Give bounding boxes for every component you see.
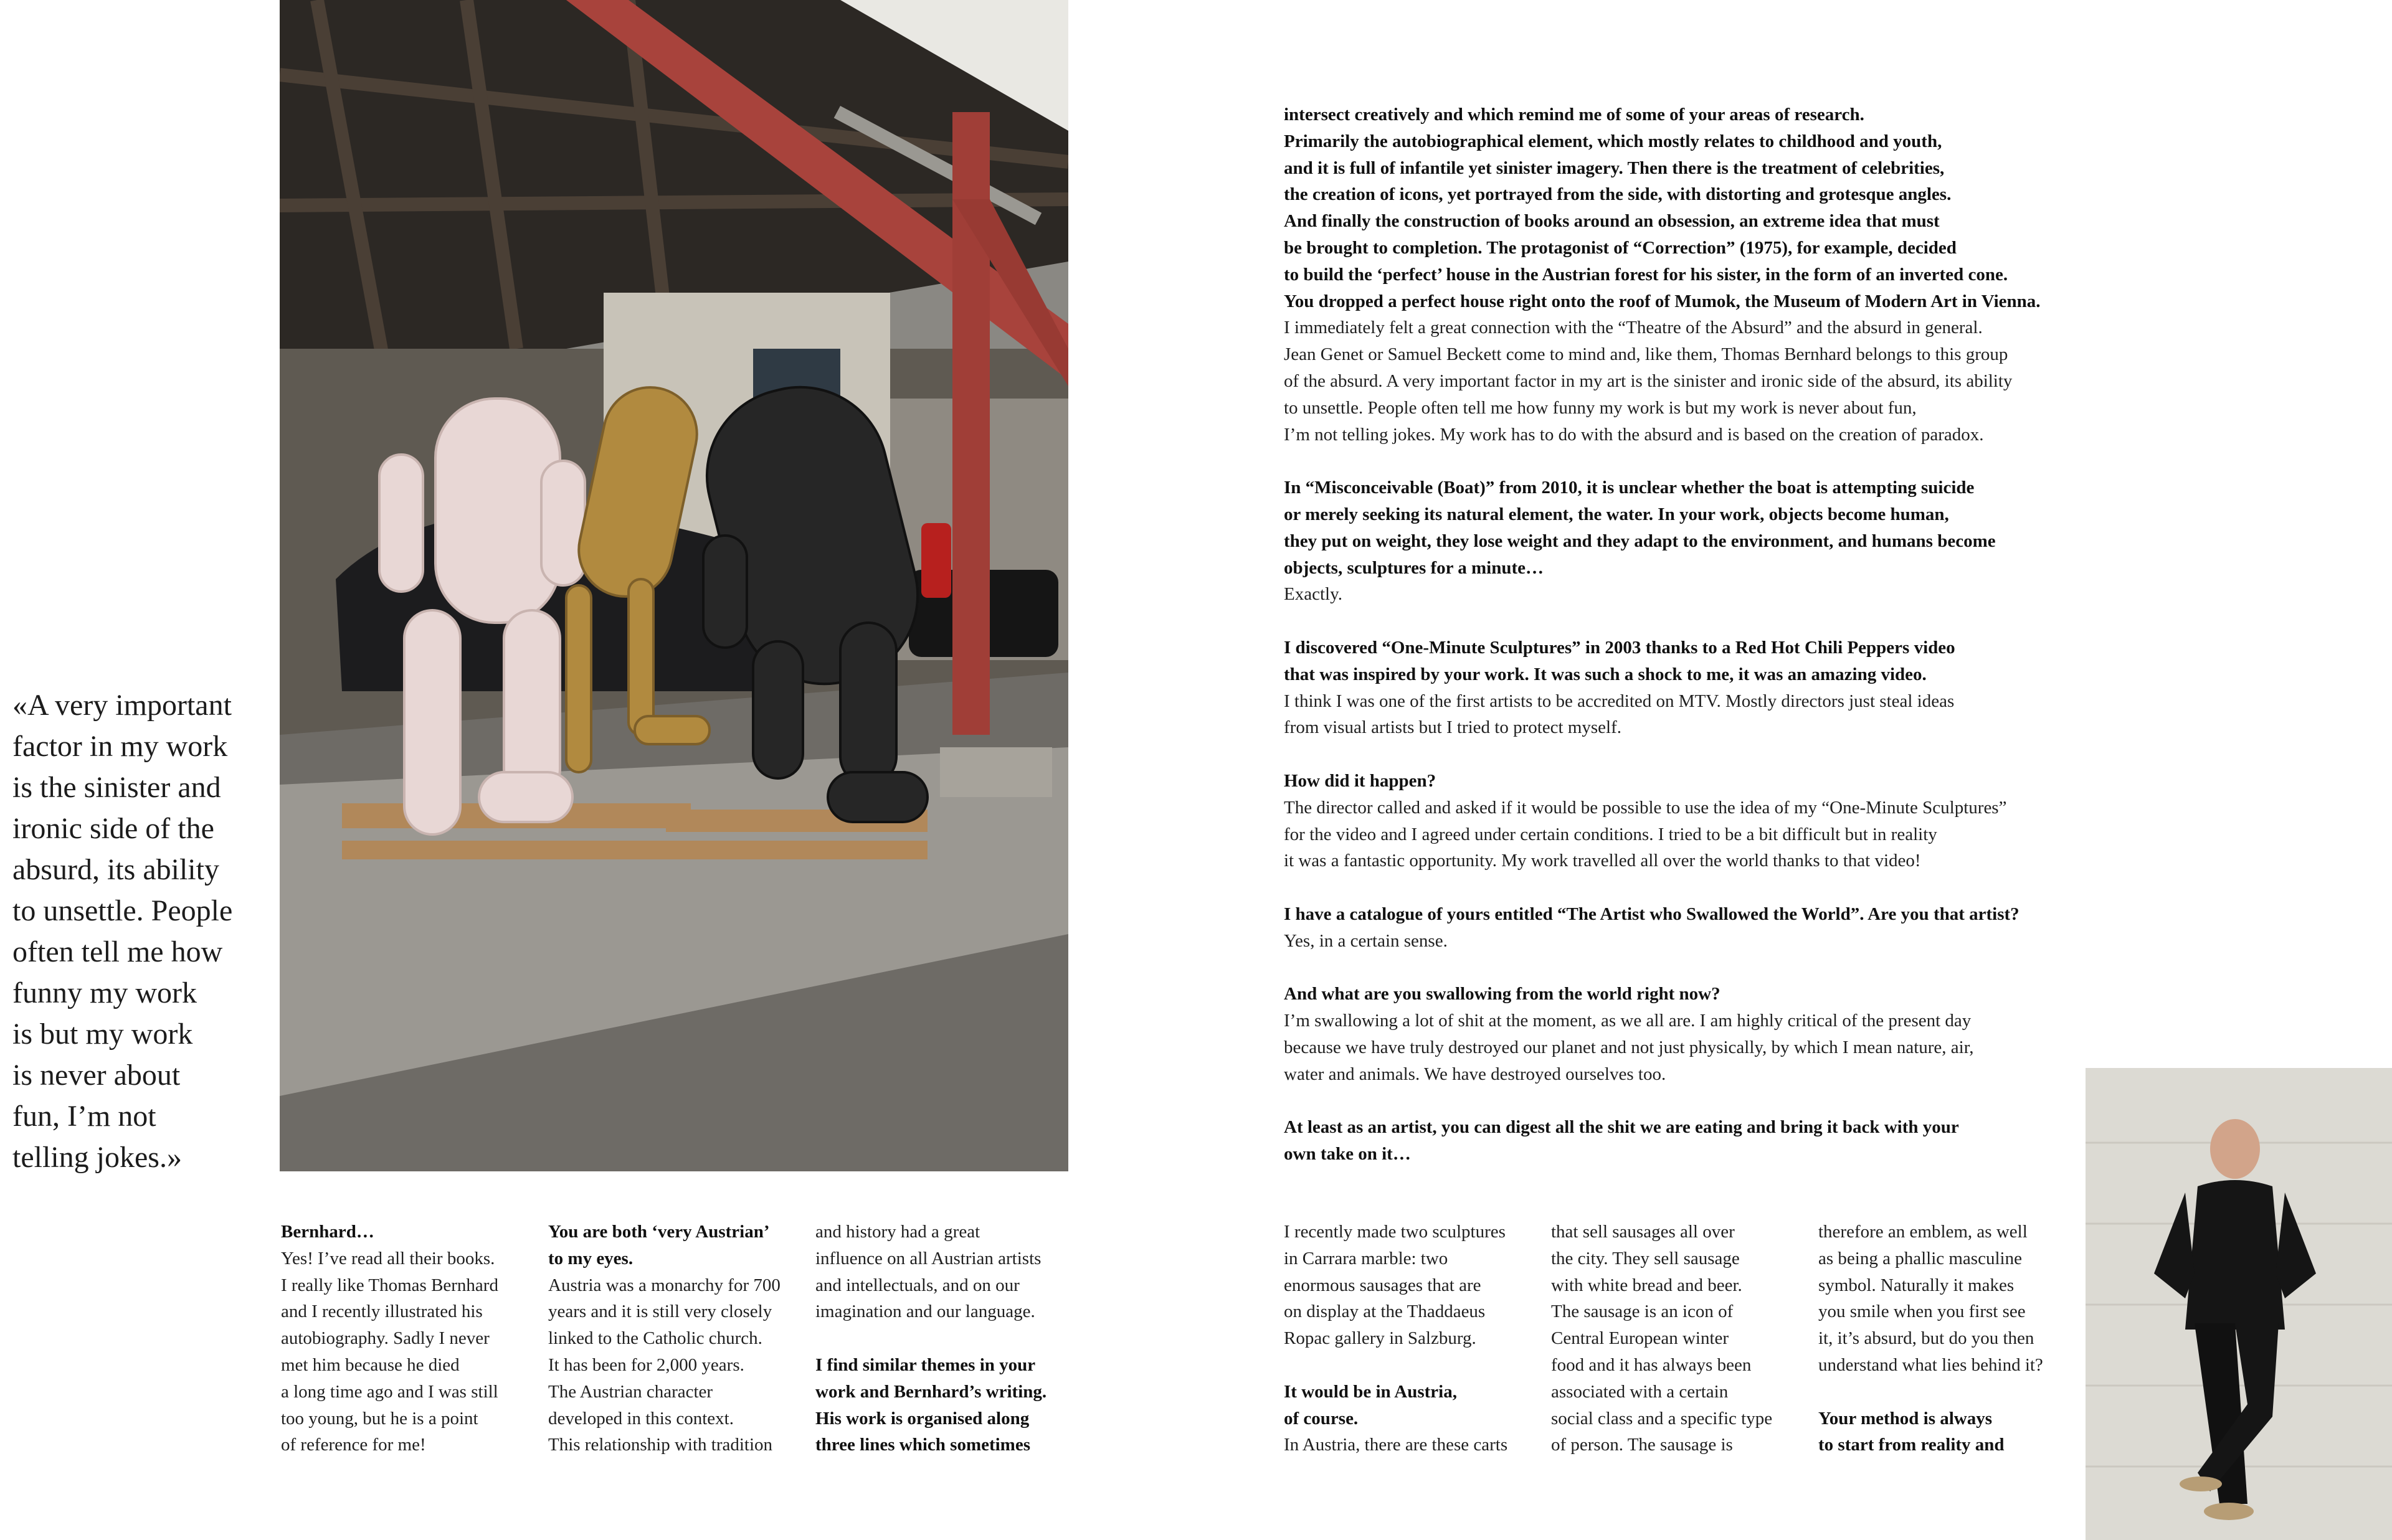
answer-line: years and it is still very closely xyxy=(548,1301,772,1322)
question-line: I find similar themes in your xyxy=(815,1354,1036,1375)
question-line: own take on it… xyxy=(1284,1144,1411,1164)
question-line: How did it happen? xyxy=(1284,770,1436,791)
question-line: His work is organised along xyxy=(815,1408,1030,1429)
sculpture-photo-illustration xyxy=(280,0,1068,1171)
answer-line: with white bread and beer. xyxy=(1551,1275,1742,1295)
question-line: work and Bernhard’s writing. xyxy=(815,1381,1047,1402)
question-line: Bernhard… xyxy=(281,1222,374,1242)
answer-line: and I recently illustrated his xyxy=(281,1301,483,1322)
pull-quote-line: to unsettle. People xyxy=(12,894,233,927)
paragraph-gap xyxy=(1284,448,2041,475)
question-line: I have a catalogue of yours entitled “The Artist who Swallowed the World”. Are you that artist? xyxy=(1284,904,2019,924)
answer-line: and intellectuals, and on our xyxy=(815,1275,1020,1295)
question-line: and it is full of infantile yet sinister imagery. Then there is the treatment of celebrities, xyxy=(1284,158,1945,178)
sculpture-photo xyxy=(280,0,1068,1171)
answer-line: and history had a great xyxy=(815,1222,980,1242)
question-line: that was inspired by your work. It was such a shock to me, it was an amazing video. xyxy=(1284,664,1927,684)
left-column-1 xyxy=(281,1219,498,1458)
answer-line: I think I was one of the first artists to be accredited on MTV. Mostly directors just steal ideas xyxy=(1284,691,1955,711)
pull-quote-line: is the sinister and xyxy=(12,771,221,804)
answer-line: associated with a certain xyxy=(1551,1381,1729,1402)
question-line: objects, sculptures for a minute… xyxy=(1284,557,1544,578)
answer-line: social class and a specific type xyxy=(1551,1408,1773,1429)
question-line: to build the ‘perfect’ house in the Austrian forest for his sister, in the form of an inverted cone. xyxy=(1284,264,2008,285)
question-line: I discovered “One-Minute Sculptures” in 2003 thanks to a Red Hot Chili Peppers video xyxy=(1284,637,1955,658)
pull-quote-line: funny my work xyxy=(12,976,197,1009)
right-column-3 xyxy=(1818,1219,2043,1458)
answer-line: Exactly. xyxy=(1284,584,1342,605)
answer-line: of the absurd. A very important factor in my art is the sinister and ironic side of the absurd, its ability xyxy=(1284,371,2013,391)
answer-line: that sell sausages all over xyxy=(1551,1222,1735,1242)
answer-line: you smile when you first see xyxy=(1818,1301,2026,1322)
pull-quote-line: ironic side of the xyxy=(12,812,214,845)
answer-line: autobiography. Sadly I never xyxy=(281,1328,490,1349)
question-line: to my eyes. xyxy=(548,1248,634,1268)
answer-line: Jean Genet or Samuel Beckett come to mind and, like them, Thomas Bernhard belongs to this group xyxy=(1284,344,2008,365)
question-line: of course. xyxy=(1284,1408,1359,1429)
pull-quote-line: absurd, its ability xyxy=(12,853,219,886)
pull-quote-line: fun, I’m not xyxy=(12,1100,156,1133)
paragraph-gap xyxy=(815,1325,1046,1352)
right-column-1 xyxy=(1284,1219,1507,1458)
answer-line: it, it’s absurd, but do you then xyxy=(1818,1328,2034,1349)
answer-line: Central European winter xyxy=(1551,1328,1729,1349)
pull-quote-line: «A very important xyxy=(12,689,232,722)
answer-line: It has been for 2,000 years. xyxy=(548,1354,744,1375)
answer-line: Austria was a monarchy for 700 xyxy=(548,1275,781,1295)
answer-line: I’m not telling jokes. My work has to do with the absurd and is based on the creation of paradox. xyxy=(1284,424,1984,445)
answer-line: of person. The sausage is xyxy=(1551,1435,1733,1455)
answer-line: of reference for me! xyxy=(281,1435,426,1455)
answer-line: therefore an emblem, as well xyxy=(1818,1222,2028,1242)
answer-line: linked to the Catholic church. xyxy=(548,1328,762,1349)
answer-line: the city. They sell sausage xyxy=(1551,1248,1740,1268)
question-line: You dropped a perfect house right onto the roof of Mumok, the Museum of Modern Art in Vienna. xyxy=(1284,291,2041,311)
answer-line: met him because he died xyxy=(281,1354,460,1375)
answer-line: a long time ago and I was still xyxy=(281,1381,498,1402)
answer-line: Yes, in a certain sense. xyxy=(1284,930,1448,951)
paragraph-gap xyxy=(1284,1352,1507,1379)
question-line: You are both ‘very Austrian’ xyxy=(548,1222,770,1242)
left-column-2 xyxy=(548,1219,781,1458)
question-line: to start from reality and xyxy=(1818,1435,2005,1455)
interview-main-text xyxy=(1284,102,2041,1168)
pull-quote-line: is never about xyxy=(12,1059,181,1092)
question-line: or merely seeking its natural element, the water. In your work, objects become human, xyxy=(1284,504,1949,524)
paragraph-gap xyxy=(1284,1087,2041,1114)
answer-line: because we have truly destroyed our planet and not just physically, by which I mean nature, air, xyxy=(1284,1037,1974,1057)
pull-quote-line: telling jokes.» xyxy=(12,1141,182,1174)
answer-line: The director called and asked if it would be possible to use the idea of my “One-Minute Sculptures” xyxy=(1284,797,2007,818)
answer-line: on display at the Thaddaeus xyxy=(1284,1301,1486,1322)
question-line: And what are you swallowing from the world right now? xyxy=(1284,984,1720,1004)
answer-line: In Austria, there are these carts xyxy=(1284,1435,1508,1455)
question-line: And finally the construction of books around an obsession, an extreme idea that must xyxy=(1284,211,1940,232)
answer-line: enormous sausages that are xyxy=(1284,1275,1481,1295)
answer-line: developed in this context. xyxy=(548,1408,734,1429)
pull-quote-line: often tell me how xyxy=(12,935,223,968)
paragraph-gap xyxy=(1284,874,2041,901)
answer-line: from visual artists but I tried to protect myself. xyxy=(1284,717,1622,738)
answer-line: as being a phallic masculine xyxy=(1818,1248,2022,1268)
answer-line: water and animals. We have destroyed ourselves too. xyxy=(1284,1064,1666,1084)
pull-quote xyxy=(12,685,259,1178)
paragraph-gap xyxy=(1284,608,2041,635)
question-line: three lines which sometimes xyxy=(815,1435,1030,1455)
answer-line: Yes! I’ve read all their books. xyxy=(281,1248,495,1268)
paragraph-gap xyxy=(1284,955,2041,981)
answer-line: The Austrian character xyxy=(548,1381,713,1402)
answer-line: I’m swallowing a lot of shit at the moment, as we all are. I am highly critical of the present day xyxy=(1284,1011,1972,1031)
answer-line: Ropac gallery in Salzburg. xyxy=(1284,1328,1476,1349)
right-column-2 xyxy=(1551,1219,1772,1458)
answer-line: The sausage is an icon of xyxy=(1551,1301,1734,1322)
question-line: intersect creatively and which remind me of some of your areas of research. xyxy=(1284,105,1864,125)
answer-line: in Carrara marble: two xyxy=(1284,1248,1448,1268)
question-line: Your method is always xyxy=(1818,1408,1993,1429)
answer-line: This relationship with tradition xyxy=(548,1435,773,1455)
question-line: they put on weight, they lose weight and they adapt to the environment, and humans become xyxy=(1284,531,1996,551)
question-line: In “Misconceivable (Boat)” from 2010, it is unclear whether the boat is attempting suicide xyxy=(1284,478,1975,498)
answer-line: too young, but he is a point xyxy=(281,1408,478,1429)
answer-line: understand what lies behind it? xyxy=(1818,1354,2043,1375)
left-column-3 xyxy=(815,1219,1046,1458)
paragraph-gap xyxy=(1284,741,2041,768)
pull-quote-line: factor in my work xyxy=(12,730,228,763)
question-line: be brought to completion. The protagonist of “Correction” (1975), for example, decided xyxy=(1284,237,1957,258)
question-line: the creation of icons, yet portrayed from the side, with distorting and grotesque angles. xyxy=(1284,184,1952,205)
pull-quote-line: is but my work xyxy=(12,1018,193,1051)
answer-line: for the video and I agreed under certain conditions. I tried to be a bit difficult but in reality xyxy=(1284,824,1937,844)
question-line: Primarily the autobiographical element, which mostly relates to childhood and youth, xyxy=(1284,131,1942,151)
question-line: It would be in Austria, xyxy=(1284,1381,1457,1402)
paragraph-gap xyxy=(1818,1379,2043,1405)
artist-photo-illustration xyxy=(2086,1068,2392,1540)
answer-line: influence on all Austrian artists xyxy=(815,1248,1042,1268)
answer-line: food and it has always been xyxy=(1551,1354,1752,1375)
answer-line: to unsettle. People often tell me how funny my work is but my work is never about fun, xyxy=(1284,397,1917,418)
artist-photo xyxy=(2086,1068,2392,1540)
question-line: At least as an artist, you can digest all the shit we are eating and bring it back with your xyxy=(1284,1117,1959,1138)
answer-line: I really like Thomas Bernhard xyxy=(281,1275,498,1295)
answer-line: I immediately felt a great connection with the “Theatre of the Absurd” and the absurd in general. xyxy=(1284,318,1983,338)
answer-line: imagination and our language. xyxy=(815,1301,1035,1322)
answer-line: symbol. Naturally it makes xyxy=(1818,1275,2015,1295)
answer-line: I recently made two sculptures xyxy=(1284,1222,1506,1242)
answer-line: it was a fantastic opportunity. My work travelled all over the world thanks to that video! xyxy=(1284,851,1921,871)
